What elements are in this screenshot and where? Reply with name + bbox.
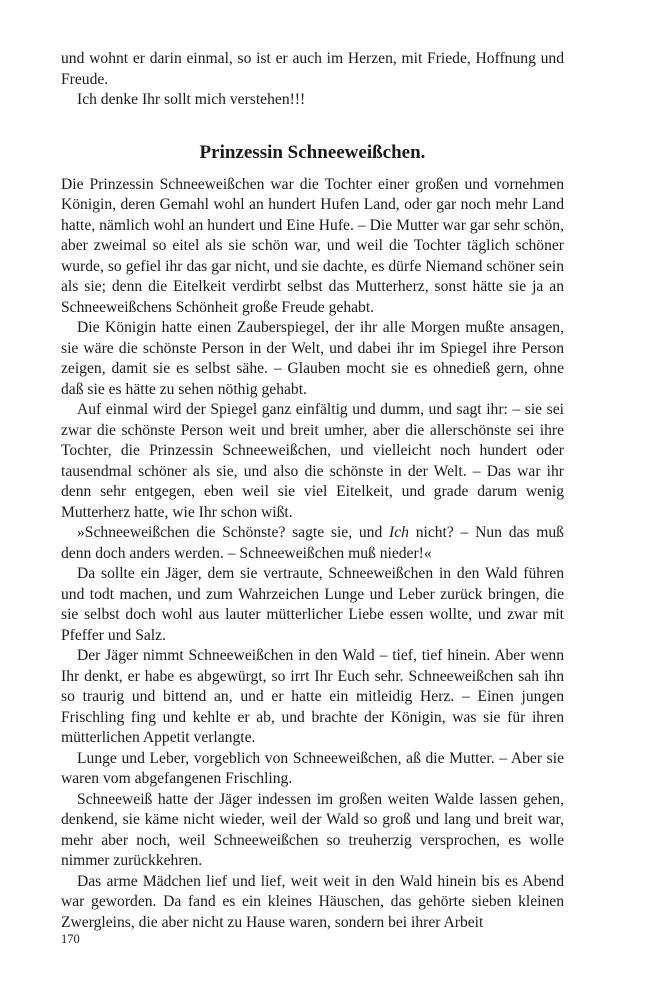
queen-quote-paragraph: [61, 523, 564, 564]
quote-text-after: nicht? – Nun das muß denn doch anders werden. – Schneeweißchen muß nieder!«: [61, 524, 564, 562]
story-paragraph: Lunge und Leber, vorgeblich von Schneeweißchen, aß die Mutter. – Aber sie waren vom abgefangenen Frischling.: [61, 749, 564, 787]
quote-text-before: »Schneeweißchen die Schönste? sagte sie, und: [77, 524, 390, 541]
story-paragraph: Das arme Mädchen lief und lief, weit weit in den Wald hinein bis es Abend war geworden. Da fand es ein kleines Häuschen, das gehörte sieben kleinen Zwergleins, die aber nicht zu Hause waren, sondern bei ihrer Arbeit: [61, 872, 564, 931]
carryover-paragraph: und wohnt er darin einmal, so ist er auch im Herzen, mit Friede, Hoffnung und Freude.: [61, 50, 564, 88]
story-paragraph: Da sollte ein Jäger, dem sie vertraute, Schneeweißchen in den Wald führen und todt machen, und zum Wahrzeichen Lunge und Leber zurück bringen, die sie selbst doch wohl aus lauter mütterlicher Liebe essen wollte, und zwar mit Pfeffer und Salz.: [61, 565, 564, 644]
story-title: Prinzessin Schneeweißchen.: [199, 141, 426, 163]
page-number: 170: [61, 932, 80, 946]
story-paragraph: Die Königin hatte einen Zauberspiegel, der ihr alle Morgen mußte ansagen, sie wäre die schönste Person in der Welt, und dabei ihr im Spiegel ihre Person zeigen, damit sie es selbst sähe. – Glauben mocht sie es ohnedieß gern, ohne daß sie es hätte zu sehen nöthig gehabt.: [61, 319, 564, 398]
story-paragraph: Der Jäger nimmt Schneeweißchen in den Wald – tief, tief hinein. Aber wenn Ihr denkt, er habe es abgewürgt, so irrt Ihr Euch sehr. Schneeweißchen sah ihn so traurig und bittend an, und er hatte ein mitleidig Herz. – Einen jungen Frischling fing und kehlte er ab, und brachte der Königin, was sie für ihren mütterlichen Appetit verlangte.: [61, 647, 564, 746]
carryover-closing-line: Ich denke Ihr sollt mich verstehen!!!: [77, 91, 306, 108]
story-paragraph: Schneeweiß hatte der Jäger indessen im großen weiten Walde lassen gehen, denkend, sie käme nicht wieder, weil der Wald so groß und lang und breit war, mehr aber noch, weil Schneeweißchen so treuherzig versprochen, es wolle nimmer zurückkehren.: [61, 790, 564, 869]
book-page: [61, 49, 564, 933]
story-paragraph: Die Prinzessin Schneeweißchen war die Tochter einer großen und vornehmen Königin, deren Gemahl wohl an hundert Hufen Land, oder gar noch mehr Land hatte, nämlich wohl an hundert und Eine Hufe. – Die Mutter war gar sehr schön, aber zweimal so eitel als sie schön war, und weil die Tochter täglich schöner wurde, so gefiel ihr das gar nicht, und sie dachte, es dürfe Niemand schöner sein als sie; denn die Eitelkeit verdirbt selbst das Mutterherz, sonst hätte sie ja an Schneeweißchens Schönheit große Freude gehabt.: [61, 175, 564, 316]
story-paragraph: Auf einmal wird der Spiegel ganz einfältig und dumm, und sagt ihr: – sie sei zwar die schönste Person weit und breit umher, aber die allerschönste sei ihre Tochter, die Prinzessin Schneeweißchen, und vielleicht noch hundert oder tausendmal schöner als sie, und also die schönste in der Welt. – Das war ihr denn sehr entgegen, eben weil sie viel Eitelkeit, und grade darum wenig Mutterherz hatte, wie Ihr schon wißt.: [61, 401, 564, 521]
quote-emphasis: Ich: [389, 524, 409, 541]
